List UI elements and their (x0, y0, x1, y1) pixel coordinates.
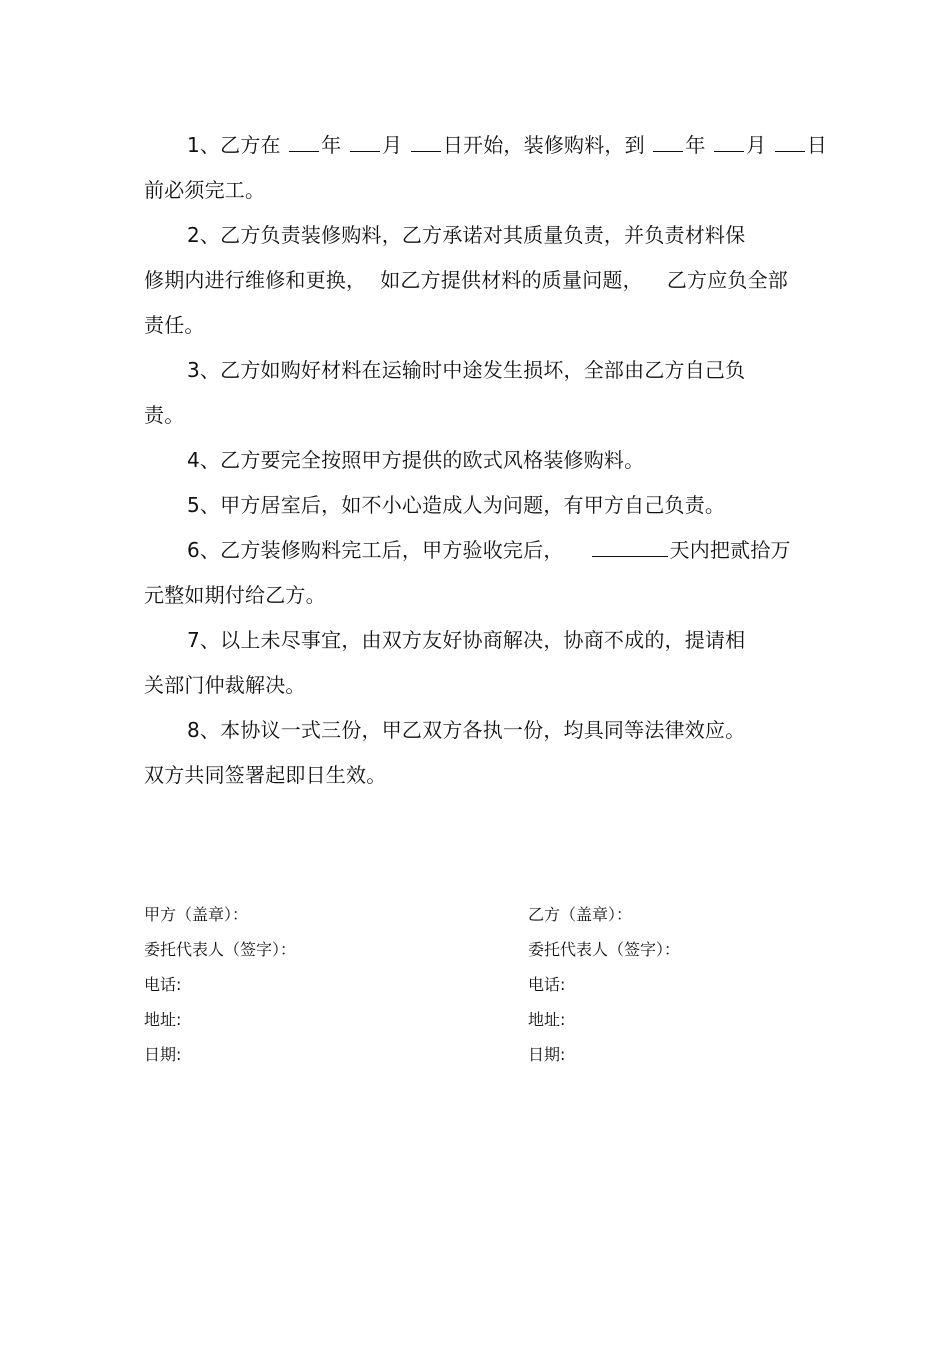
clause-1-line-2: 前必须完工。 (144, 178, 266, 202)
clause-2-text-b: 如乙方提供材料的质量问题， (380, 268, 643, 292)
clause-1-text-g: 日 (806, 133, 828, 157)
blank-days (592, 538, 668, 557)
clause-5-line-1: 5、甲方居室后，如不小心造成人为问题，有甲方自己负责。 (187, 493, 726, 517)
clause-2-line-2 (144, 268, 788, 292)
clause-1-text-c: 月 (382, 133, 403, 157)
party-b-representative-label: 委托代表人（签字）： (528, 940, 681, 959)
clause-6-text-a: 6、乙方装修购料完工后，甲方验收完后， (187, 538, 564, 562)
clause-3-line-2: 责。 (144, 403, 185, 427)
clause-2-text-c: 乙方应负全部 (666, 268, 789, 292)
clause-8-line-1: 8、本协议一式三份，甲乙双方各执一份，均具同等法律效应。 (187, 718, 746, 742)
party-a-date-label: 日期: (144, 1045, 182, 1064)
blank-start-year (289, 133, 319, 152)
clause-1-text-a: 1、乙方在 (187, 133, 281, 157)
party-a-phone-label: 电话: (144, 975, 182, 994)
clause-2-line-3: 责任。 (144, 313, 205, 337)
clause-1-text-d: 日开始，装修购料，到 (442, 133, 645, 157)
clause-7-line-2: 关部门仲裁解决。 (144, 673, 306, 697)
party-b-date-label: 日期: (528, 1045, 566, 1064)
party-a-representative-label: 委托代表人（签字）： (144, 940, 297, 959)
clause-3-line-1: 3、乙方如购好材料在运输时中途发生损坏，全部由乙方自己负 (187, 358, 746, 382)
clause-1-text-f: 月 (746, 133, 767, 157)
clause-1-text-e: 年 (685, 133, 706, 157)
clause-6-line-2: 元整如期付给乙方。 (144, 583, 326, 607)
clause-8-line-2: 双方共同签署起即日生效。 (144, 763, 387, 787)
party-b-phone-label: 电话: (528, 975, 566, 994)
clause-2-text-a: 修期内进行维修和更换， (144, 268, 367, 292)
blank-start-month (350, 133, 380, 152)
blank-end-month (714, 133, 744, 152)
clause-6-text-b: 天内把贰拾万 (669, 538, 791, 562)
blank-end-day (775, 133, 805, 152)
clause-7-line-1: 7、以上未尽事宜，由双方友好协商解决，协商不成的，提请相 (187, 628, 746, 652)
blank-start-day (411, 133, 441, 152)
party-b-address-label: 地址: (528, 1010, 566, 1029)
clause-2-line-1: 2、乙方负责装修购料，乙方承诺对其质量负责，并负责材料保 (187, 223, 746, 247)
clause-4-line-1: 4、乙方要完全按照甲方提供的欧式风格装修购料。 (187, 448, 645, 472)
party-b-seal-label: 乙方（盖章）： (528, 905, 633, 924)
party-a-seal-label: 甲方（盖章）： (144, 905, 249, 924)
clause-1-text-b: 年 (321, 133, 342, 157)
clause-1-line-1 (187, 133, 827, 157)
party-a-address-label: 地址: (144, 1010, 182, 1029)
clause-6-line-1 (187, 538, 791, 562)
blank-end-year (653, 133, 683, 152)
